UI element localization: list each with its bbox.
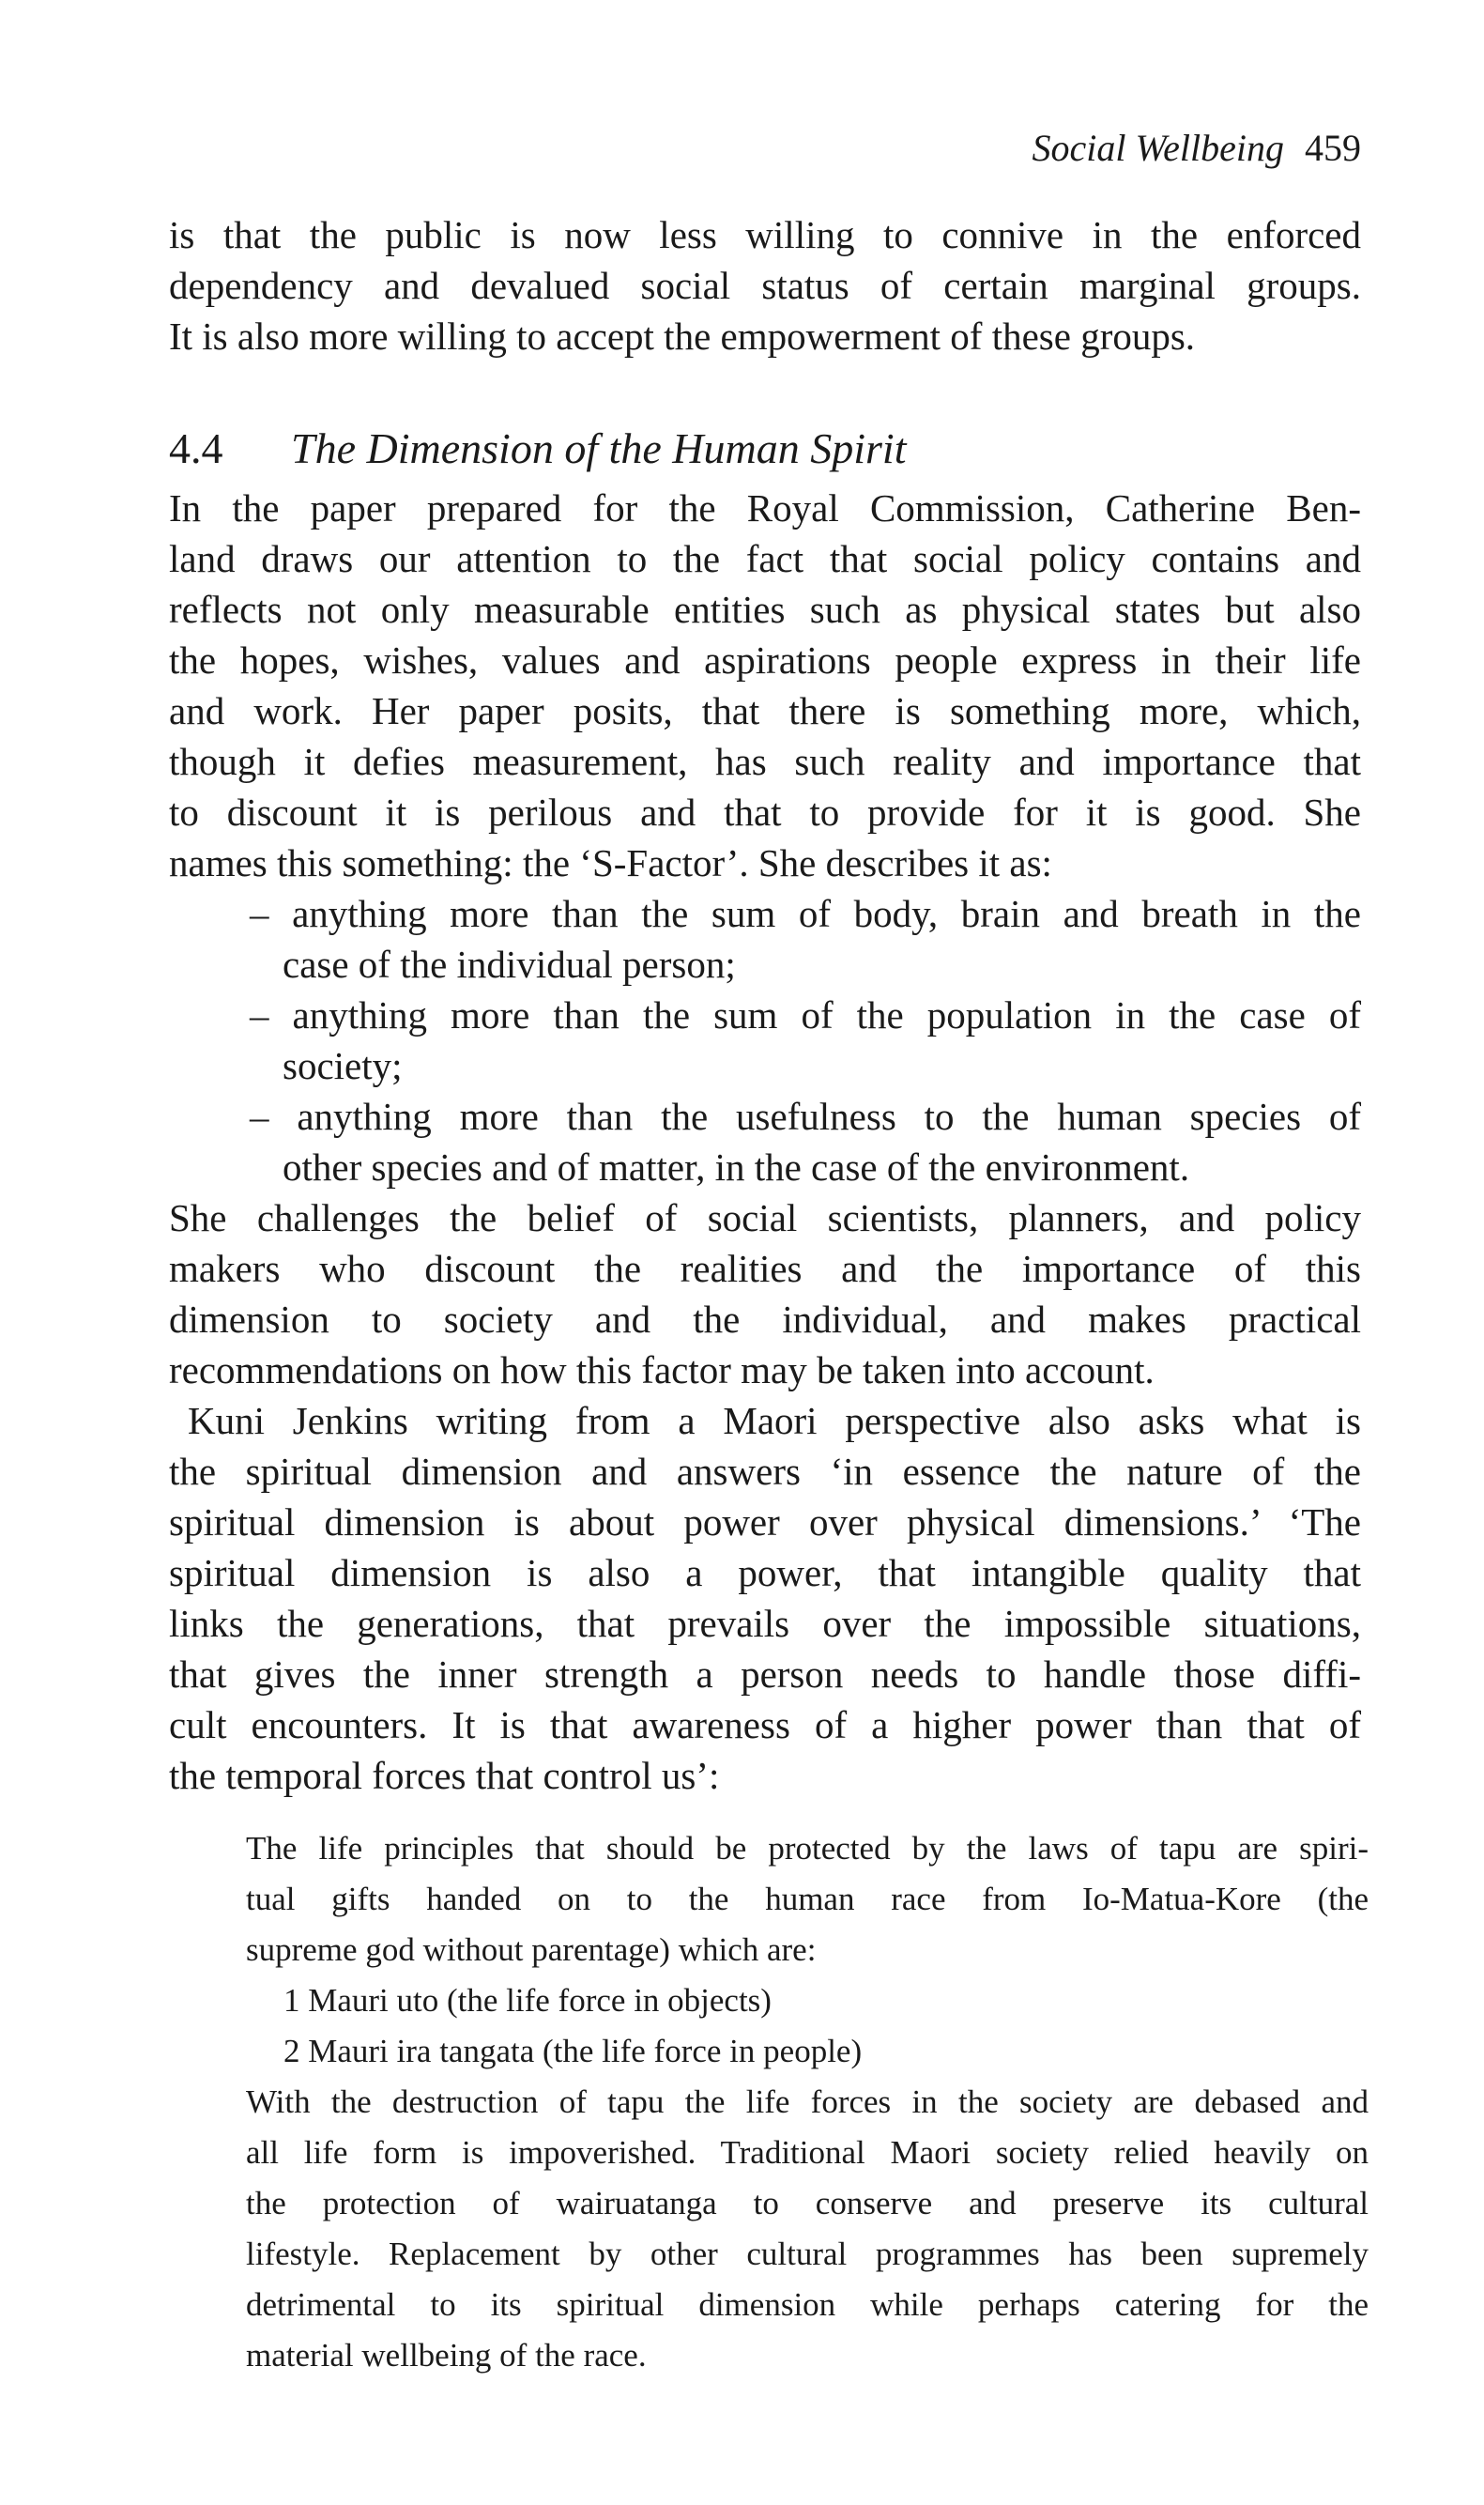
text-line: other species and of matter, in the case of the environment.	[283, 1145, 1190, 1189]
bullet-item	[169, 888, 1361, 990]
intro-paragraph	[169, 209, 1361, 361]
text-line: links the generations, that prevails over the impossible situations,	[169, 1602, 1361, 1645]
text-line: Kuni Jenkins writing from a Maori perspective also asks what is	[188, 1399, 1361, 1442]
text-line: In the paper prepared for the Royal Commission, Catherine Ben-	[169, 486, 1361, 530]
list-item: 2 Mauri ira tangata (the life force in people)	[283, 2033, 863, 2069]
text-line: reflects not only measurable entities such as physical states but also	[169, 588, 1361, 631]
text-line: makers who discount the realities and the importance of this	[169, 1247, 1361, 1290]
text-line: cult encounters. It is that awareness of a higher power than that of	[169, 1703, 1361, 1746]
text-line: that gives the inner strength a person needs to handle those diffi-	[169, 1652, 1361, 1696]
quote-closing	[246, 2077, 1369, 2381]
section-title: The Dimension of the Human Spirit	[291, 424, 907, 472]
text-line: dependency and devalued social status of certain marginal groups.	[169, 264, 1361, 307]
paragraph-benland	[169, 483, 1361, 888]
text-line: case of the individual person;	[283, 943, 736, 986]
text-line: spiritual dimension is also a power, that intangible quality that	[169, 1551, 1361, 1594]
text-line: society;	[283, 1044, 403, 1087]
text-line: the temporal forces that control us’:	[169, 1754, 720, 1797]
text-line: It is also more willing to accept the empowerment of these groups.	[169, 315, 1196, 358]
text-line: She challenges the belief of social scientists, planners, and policy	[169, 1196, 1361, 1239]
running-head-title: Social Wellbeing	[1032, 127, 1284, 169]
text-line: land draws our attention to the fact that social policy contains and	[169, 537, 1361, 580]
text-line: and work. Her paper posits, that there is something more, which,	[169, 689, 1361, 732]
text-line: material wellbeing of the race.	[246, 2337, 647, 2374]
text-line: detrimental to its spiritual dimension while perhaps catering for the	[246, 2286, 1369, 2323]
running-head	[1033, 123, 1361, 174]
text-line: all life form is impoverished. Traditional Maori society relied heavily on	[246, 2134, 1369, 2171]
text-line: lifestyle. Replacement by other cultural programmes has been supremely	[246, 2236, 1369, 2272]
text-line: spiritual dimension is about power over physical dimensions.’ ‘The	[169, 1500, 1361, 1544]
text-line: names this something: the ‘S-Factor’. She describes it as:	[169, 841, 1052, 884]
text-line: recommendations on how this factor may be taken into account.	[169, 1348, 1155, 1391]
page-body	[169, 209, 1369, 2381]
text-line: tual gifts handed on to the human race from Io-Matua-Kore (the	[246, 1881, 1369, 1917]
text-line: – anything more than the sum of body, brain and breath in the	[250, 892, 1361, 935]
quote-intro	[246, 1823, 1369, 1975]
bullet-item	[169, 990, 1361, 1091]
text-line: supreme god without parentage) which are:	[246, 1931, 817, 1968]
paragraph-challenges	[169, 1192, 1361, 1395]
block-quote	[246, 1823, 1369, 2381]
list-item: 1 Mauri uto (the life force in objects)	[283, 1982, 772, 2019]
text-line: the hopes, wishes, values and aspirations people express in their life	[169, 638, 1361, 682]
text-line: dimension to society and the individual, and makes practical	[169, 1298, 1361, 1341]
text-line: With the destruction of tapu the life forces in the society are debased and	[246, 2083, 1369, 2120]
quote-list	[246, 1975, 1369, 2077]
text-line: to discount it is perilous and that to provide for it is good. She	[169, 791, 1361, 834]
text-line: The life principles that should be protected by the laws of tapu are spiri-	[246, 1830, 1369, 1867]
page-number: 459	[1305, 127, 1361, 169]
text-line: is that the public is now less willing to connive in the enforced	[169, 213, 1361, 256]
text-line: the protection of wairuatanga to conserve and preserve its cultural	[246, 2185, 1369, 2221]
text-line: though it defies measurement, has such reality and importance that	[169, 740, 1361, 783]
section-heading	[169, 423, 1361, 483]
paragraph-jenkins	[169, 1395, 1361, 1801]
bullet-item	[169, 1091, 1361, 1192]
text-line: the spiritual dimension and answers ‘in essence the nature of the	[169, 1450, 1361, 1493]
text-line: – anything more than the sum of the population in the case of	[250, 993, 1361, 1037]
section-number: 4.4	[169, 424, 223, 472]
text-line: – anything more than the usefulness to the human species of	[250, 1095, 1361, 1138]
